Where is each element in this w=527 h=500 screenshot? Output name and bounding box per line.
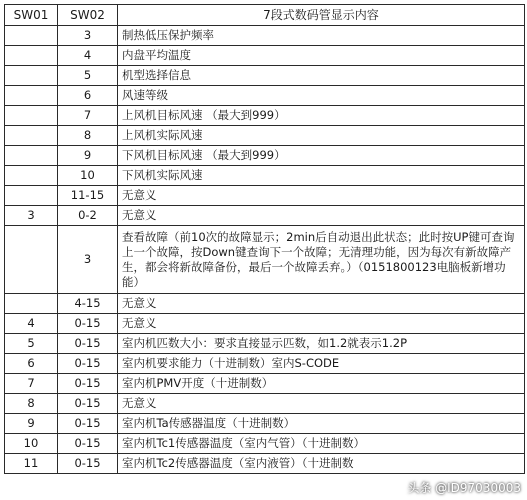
sw02-cell: 4	[58, 46, 118, 66]
sw02-cell: 8	[58, 126, 118, 146]
sw02-cell: 10	[58, 166, 118, 186]
sw02-cell: 6	[58, 86, 118, 106]
sw01-cell	[5, 146, 58, 166]
sw01-cell	[5, 226, 58, 294]
sw02-cell: 0-15	[58, 434, 118, 454]
description-cell: 上风机实际风速	[118, 126, 525, 146]
table-row	[5, 66, 525, 86]
table-row	[5, 294, 525, 314]
header-display-content: 7段式数码管显示内容	[118, 5, 525, 26]
sw02-cell: 0-15	[58, 334, 118, 354]
sw02-cell: 0-15	[58, 454, 118, 474]
sw02-cell: 0-15	[58, 354, 118, 374]
description-cell: 室内机Tc2传感器温度（室内液管）（十进制数	[118, 454, 525, 474]
sw01-cell: 5	[5, 334, 58, 354]
sw02-cell: 0-15	[58, 394, 118, 414]
description-cell: 无意义	[118, 206, 525, 226]
sw02-cell: 11-15	[58, 186, 118, 206]
sw02-cell: 9	[58, 146, 118, 166]
description-cell: 上风机目标风速 （最大到999）	[118, 106, 525, 126]
table-row	[5, 206, 525, 226]
sw01-cell: 3	[5, 206, 58, 226]
sw01-cell: 10	[5, 434, 58, 454]
sw01-cell	[5, 66, 58, 86]
sw01-cell	[5, 106, 58, 126]
description-cell: 风速等级	[118, 86, 525, 106]
table-row	[5, 414, 525, 434]
description-cell: 查看故障（前10次的故障显示；2min后自动退出此状态；此时按UP键可查询上一个故障，按Down键查询下一个故障；无清理功能，因为每次有新故障产生，都会将新故障备份，最后一个故障丢弃。）（0151800123电脑板新增功能）	[118, 226, 525, 294]
description-cell: 室内机Tc1传感器温度（室内气管）（十进制数）	[118, 434, 525, 454]
table-row	[5, 334, 525, 354]
description-cell: 无意义	[118, 314, 525, 334]
description-cell: 室内机Ta传感器温度（十进制数）	[118, 414, 525, 434]
sw02-cell: 7	[58, 106, 118, 126]
description-cell: 下风机目标风速 （最大到999）	[118, 146, 525, 166]
description-cell: 制热低压保护频率	[118, 26, 525, 46]
description-cell: 无意义	[118, 186, 525, 206]
description-cell: 室内机要求能力（十进制数）室内S-CODE	[118, 354, 525, 374]
sw01-cell	[5, 126, 58, 146]
description-cell: 无意义	[118, 294, 525, 314]
sw01-cell: 4	[5, 314, 58, 334]
sw02-cell: 3	[58, 26, 118, 46]
table-row	[5, 126, 525, 146]
description-cell: 室内机匹数大小：要求直接显示匹数，如1.2就表示1.2P	[118, 334, 525, 354]
table-row	[5, 46, 525, 66]
sw01-cell	[5, 294, 58, 314]
sw01-cell: 7	[5, 374, 58, 394]
table-row	[5, 86, 525, 106]
table-row	[5, 454, 525, 474]
header-sw01: SW01	[5, 5, 58, 26]
table-row	[5, 374, 525, 394]
table-row	[5, 146, 525, 166]
description-cell: 无意义	[118, 394, 525, 414]
header-row	[5, 5, 525, 26]
sw01-cell	[5, 186, 58, 206]
table-row	[5, 226, 525, 294]
sw02-cell: 3	[58, 226, 118, 294]
table-header	[5, 5, 525, 26]
table-row	[5, 434, 525, 454]
header-sw02: SW02	[58, 5, 118, 26]
description-cell: 机型选择信息	[118, 66, 525, 86]
table-row	[5, 166, 525, 186]
description-cell: 下风机实际风速	[118, 166, 525, 186]
table-row	[5, 186, 525, 206]
sw01-cell: 9	[5, 414, 58, 434]
watermark: 头条 @ID97030003	[407, 481, 521, 495]
table-row	[5, 106, 525, 126]
table-body	[5, 26, 525, 474]
sw01-cell: 8	[5, 394, 58, 414]
sw02-cell: 0-15	[58, 374, 118, 394]
table-row	[5, 394, 525, 414]
sw01-cell	[5, 26, 58, 46]
sw02-cell: 0-15	[58, 414, 118, 434]
display-content-table	[4, 4, 525, 474]
table-row	[5, 26, 525, 46]
description-cell: 室内机PMV开度（十进制数）	[118, 374, 525, 394]
sw01-cell: 6	[5, 354, 58, 374]
sw02-cell: 5	[58, 66, 118, 86]
sw01-cell: 11	[5, 454, 58, 474]
sw02-cell: 0-2	[58, 206, 118, 226]
sw01-cell	[5, 166, 58, 186]
description-cell: 内盘平均温度	[118, 46, 525, 66]
sw02-cell: 4-15	[58, 294, 118, 314]
sw02-cell: 0-15	[58, 314, 118, 334]
table-row	[5, 354, 525, 374]
sw01-cell	[5, 46, 58, 66]
sw01-cell	[5, 86, 58, 106]
table-row	[5, 314, 525, 334]
